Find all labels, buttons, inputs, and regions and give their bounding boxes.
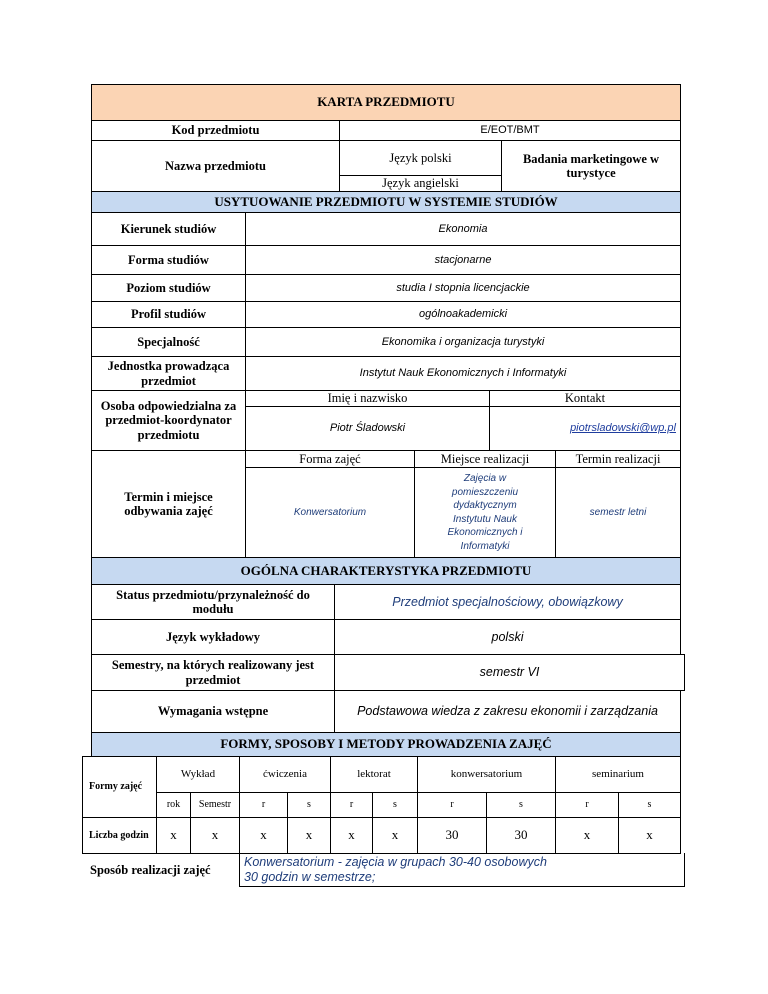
kontakt-header: Kontakt bbox=[489, 390, 681, 407]
jezyk-angielski: Język angielski bbox=[339, 175, 502, 192]
val-sem-r: x bbox=[555, 817, 619, 854]
sub-rok: rok bbox=[156, 792, 191, 818]
section-ogolna-title: OGÓLNA CHARAKTERYSTYKA PRZEDMIOTU bbox=[91, 557, 681, 585]
section-usytuowanie-title: USYTUOWANIE PRZEDMIOTU W SYSTEMIE STUDIÓW bbox=[91, 191, 681, 213]
status-label: Status przedmiotu/przynależność do modułu bbox=[91, 584, 335, 620]
termin-header: Termin realizacji bbox=[555, 450, 681, 468]
jezyk-wykladowy-value: polski bbox=[334, 619, 681, 655]
jezyk-wykladowy-label: Język wykładowy bbox=[91, 619, 335, 655]
val-konw-r: 30 bbox=[417, 817, 487, 854]
kod-value: E/EOT/BMT bbox=[339, 120, 681, 141]
val-konw-s: 30 bbox=[486, 817, 556, 854]
formy-zajec-label: Formy zajęć bbox=[82, 756, 157, 818]
sposob-label: Sposób realizacji zajęć bbox=[90, 862, 211, 877]
forma-zajec-header: Forma zajęć bbox=[245, 450, 415, 468]
val-lek-s: x bbox=[372, 817, 418, 854]
termin-value: semestr letni bbox=[555, 467, 681, 558]
jezyk-polski: Język polski bbox=[339, 140, 502, 176]
semestry-label: Semestry, na których realizowany jest przedmiot bbox=[91, 654, 335, 691]
sub-cw-s: s bbox=[287, 792, 331, 818]
group-wyklad: Wykład bbox=[156, 756, 240, 793]
sposob-line-2: 30 godzin w semestrze; bbox=[244, 869, 376, 884]
group-cwiczenia: ćwiczenia bbox=[239, 756, 331, 793]
val-lek-r: x bbox=[330, 817, 373, 854]
wymagania-value: Podstawowa wiedza z zakresu ekonomii i zarządzania bbox=[334, 690, 681, 733]
val-cw-r: x bbox=[239, 817, 288, 854]
sub-lek-s: s bbox=[372, 792, 418, 818]
forma-zajec-value: Konwersatorium bbox=[245, 467, 415, 558]
sub-sem-r: r bbox=[555, 792, 619, 818]
sub-sem-s: s bbox=[618, 792, 681, 818]
sub-cw-r: r bbox=[239, 792, 288, 818]
nazwa-label: Nazwa przedmiotu bbox=[91, 140, 340, 192]
sub-lek-r: r bbox=[330, 792, 373, 818]
sub-konw-s: s bbox=[486, 792, 556, 818]
osoba-label: Osoba odpowiedzialna za przedmiot-koordynator przedmiotu bbox=[91, 390, 246, 451]
group-konwersatorium: konwersatorium bbox=[417, 756, 556, 793]
section-formy-title: FORMY, SPOSOBY I METODY PROWADZENIA ZAJĘĆ bbox=[91, 732, 681, 757]
profil-label: Profil studiów bbox=[91, 301, 246, 328]
sub-konw-r: r bbox=[417, 792, 487, 818]
group-lektorat: lektorat bbox=[330, 756, 418, 793]
sposob-value bbox=[239, 853, 685, 887]
jednostka-value: Instytut Nauk Ekonomicznych i Informatyki bbox=[245, 356, 681, 391]
status-value: Przedmiot specjalnościowy, obowiązkowy bbox=[334, 584, 681, 620]
koordynator-email-cell bbox=[489, 406, 681, 451]
specjalnosc-value: Ekonomika i organizacja turystyki bbox=[245, 327, 681, 357]
specjalnosc-label: Specjalność bbox=[91, 327, 246, 357]
sposob-line-1: Konwersatorium - zajęcia w grupach 30-40 osobowych bbox=[244, 855, 547, 870]
wymagania-label: Wymagania wstępne bbox=[91, 690, 335, 733]
group-seminarium: seminarium bbox=[555, 756, 681, 793]
poziom-label: Poziom studiów bbox=[91, 274, 246, 302]
sub-semestr: Semestr bbox=[190, 792, 240, 818]
val-sem-s: x bbox=[618, 817, 681, 854]
email-link[interactable]: piotrsladowski@wp.pl bbox=[570, 422, 676, 435]
forma-studiow-value: stacjonarne bbox=[245, 245, 681, 275]
poziom-value: studia I stopnia licencjackie bbox=[245, 274, 681, 302]
forma-studiow-label: Forma studiów bbox=[91, 245, 246, 275]
val-cw-s: x bbox=[287, 817, 331, 854]
liczba-godzin-label: Liczba godzin bbox=[82, 817, 157, 854]
miejsce-header: Miejsce realizacji bbox=[414, 450, 556, 468]
jednostka-label: Jednostka prowadząca przedmiot bbox=[91, 356, 246, 391]
profil-value: ogólnoakademicki bbox=[245, 301, 681, 328]
imie-header: Imię i nazwisko bbox=[245, 390, 490, 407]
termin-miejsce-label: Termin i miejsce odbywania zajęć bbox=[91, 450, 246, 558]
koordynator-name: Piotr Śladowski bbox=[245, 406, 490, 451]
card-title: KARTA PRZEDMIOTU bbox=[91, 84, 681, 121]
kierunek-value: Ekonomia bbox=[245, 212, 681, 246]
semestry-value: semestr VI bbox=[334, 654, 685, 691]
kod-label: Kod przedmiotu bbox=[91, 120, 340, 141]
val-wyklad-rok: x bbox=[156, 817, 191, 854]
kierunek-label: Kierunek studiów bbox=[91, 212, 246, 246]
miejsce-value: Zajęcia w pomieszczeniu dydaktycznym Instytutu Nauk Ekonomicznych i Informatyki bbox=[414, 467, 556, 558]
val-wyklad-semestr: x bbox=[190, 817, 240, 854]
nazwa-value: Badania marketingowe w turystyce bbox=[501, 140, 681, 192]
